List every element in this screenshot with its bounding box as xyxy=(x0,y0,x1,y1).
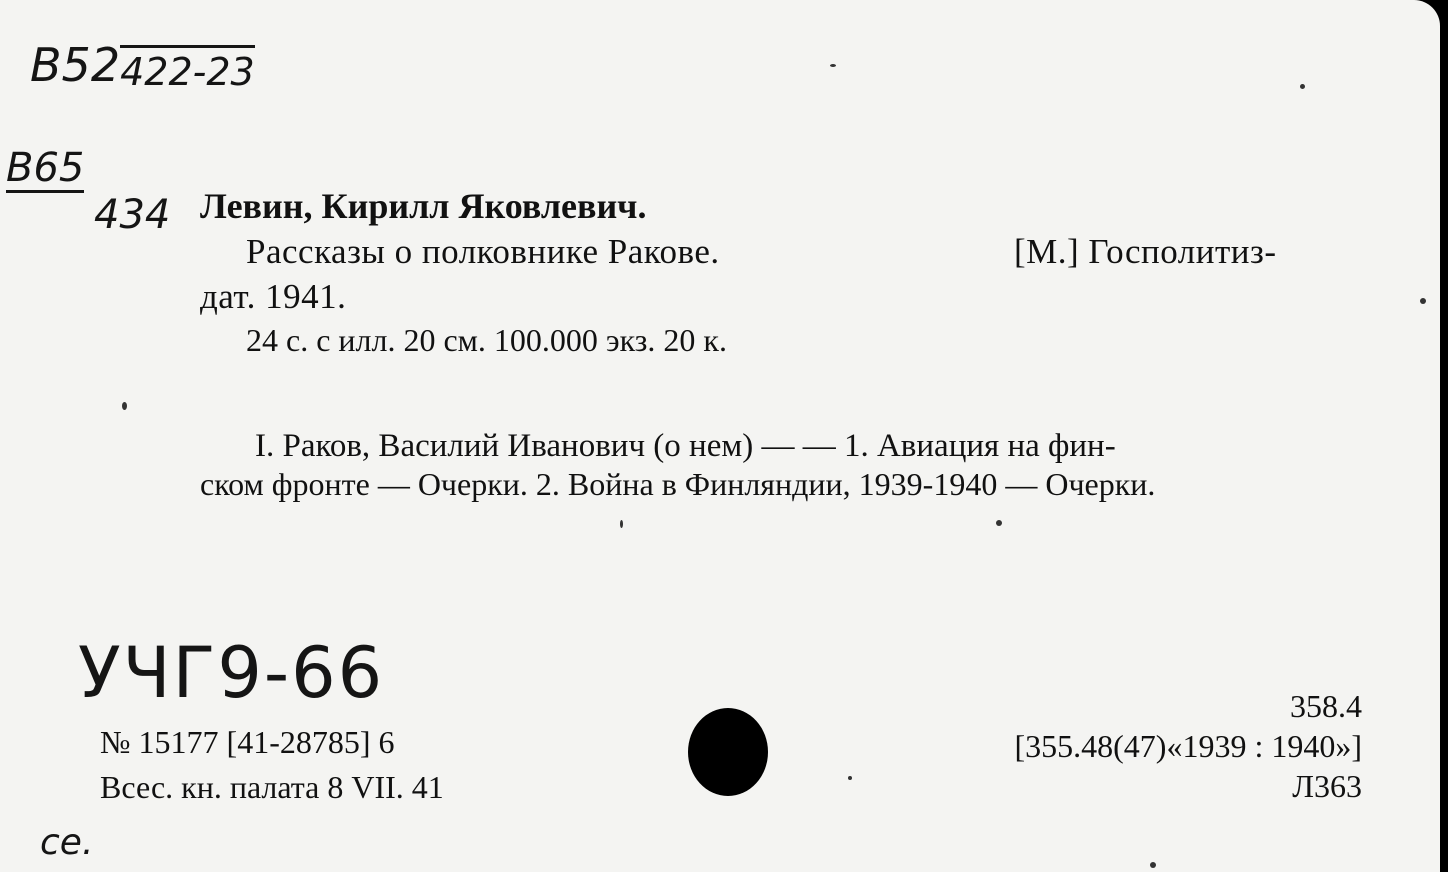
scan-speck xyxy=(122,402,127,410)
classification-code-1: 358.4 xyxy=(1290,688,1362,724)
title-line-1: Рассказы о полковнике Ракове. xyxy=(246,232,720,271)
scan-speck xyxy=(996,520,1002,526)
author-heading: Левин, Кирилл Яковлевич. xyxy=(200,186,647,226)
title-line-2: дат. 1941. xyxy=(200,277,347,316)
punch-hole xyxy=(688,708,768,796)
scan-speck xyxy=(1420,298,1426,304)
top-code-suffix: 422-23 xyxy=(120,45,255,94)
classification-code-3: Л363 xyxy=(1292,768,1362,804)
scan-speck xyxy=(1300,84,1305,89)
subjects-line-2: ском фронте — Очерки. 2. Война в Финляндии, 1939-1940 — Очерки. xyxy=(200,466,1156,502)
scan-speck xyxy=(1150,862,1156,868)
handwritten-udk-note: УЧГ9-66 xyxy=(78,632,385,714)
shelf-mark-denominator: 434 xyxy=(94,192,171,238)
publisher: [М.] Госполитиз- xyxy=(1014,232,1277,271)
classification-code-2: [355.48(47)«1939 : 1940»] xyxy=(1014,728,1362,764)
handwritten-initials: се. xyxy=(40,822,94,863)
handwritten-top-code xyxy=(30,38,255,94)
top-code-prefix: B52 xyxy=(30,38,121,92)
registration-number: № 15177 [41-28785] 6 xyxy=(100,724,395,760)
physical-description: 24 с. с илл. 20 см. 100.000 экз. 20 к. xyxy=(246,322,727,358)
book-chamber-stamp: Всес. кн. палата 8 VII. 41 xyxy=(100,769,444,805)
scan-speck xyxy=(848,776,852,780)
subjects-line-1: I. Раков, Василий Иванович (о нем) — — 1. Авиация на фин- xyxy=(255,428,1116,464)
scan-speck xyxy=(830,64,836,67)
handwritten-shelf-mark xyxy=(6,145,171,238)
shelf-mark-numerator: B65 xyxy=(6,145,85,191)
scan-speck xyxy=(620,520,623,528)
